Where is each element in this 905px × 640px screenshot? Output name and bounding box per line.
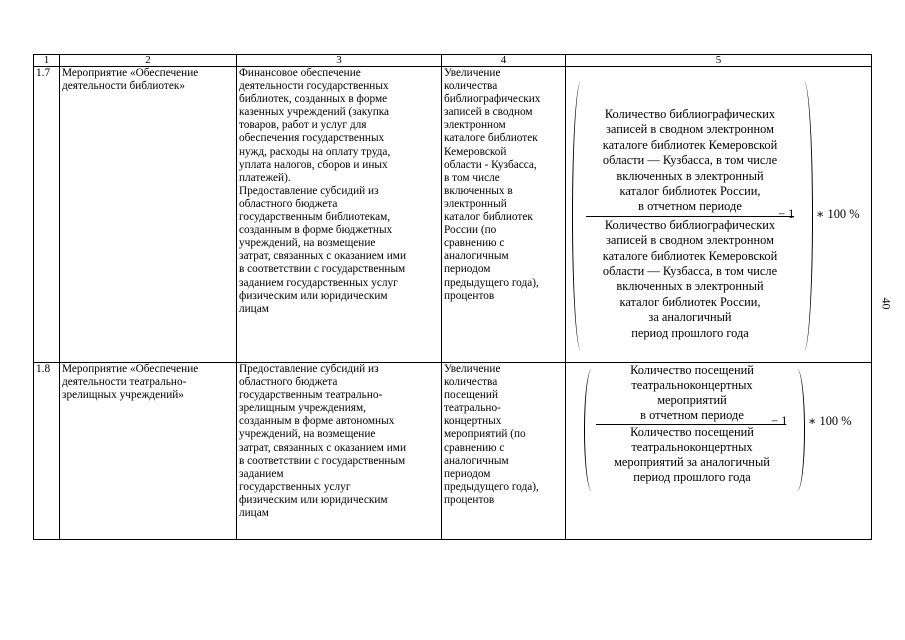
text-line: товаров, работ и услуг для bbox=[239, 119, 367, 132]
text-line: Увеличение bbox=[444, 363, 501, 375]
minus-one: − 1 bbox=[778, 207, 795, 221]
denominator-line: театральноконцертных bbox=[631, 440, 753, 454]
text-line: Предоставление субсидий из bbox=[239, 363, 379, 375]
table-header-row bbox=[34, 55, 872, 67]
denominator-line: записей в сводном электронном bbox=[606, 233, 774, 247]
text-line: лицам bbox=[239, 302, 269, 315]
text-line: каталоге библиотек bbox=[444, 132, 538, 145]
header-col-1: 1 bbox=[34, 55, 60, 67]
text-line: посещений bbox=[444, 389, 498, 402]
text-line: Мероприятие «Обеспечение bbox=[62, 67, 199, 79]
text-line: электронном bbox=[444, 119, 506, 132]
text-line: лицам bbox=[239, 507, 269, 520]
text-line: физическим или юридическим bbox=[239, 289, 388, 302]
text-line: государственных услуг bbox=[239, 480, 351, 493]
numerator-line: в отчетном периоде bbox=[640, 408, 744, 422]
text-line: процентов bbox=[444, 493, 495, 506]
denominator-line: каталоге библиотек Кемеровской bbox=[602, 249, 778, 263]
row-number: 1.8 bbox=[34, 363, 60, 540]
text-line: концертных bbox=[444, 415, 502, 428]
text-line: Мероприятие «Обеспечение bbox=[62, 363, 199, 375]
text-line: платежей). bbox=[239, 171, 291, 184]
header-col-4: 4 bbox=[442, 55, 566, 67]
table-row bbox=[34, 363, 872, 540]
numerator-line: Количество библиографических bbox=[604, 107, 776, 121]
times-percent: ∗ 100 % bbox=[808, 414, 852, 428]
numerator-line: включенных в электронный bbox=[616, 169, 764, 183]
times-percent: ∗ 100 % bbox=[816, 207, 860, 221]
text-line: созданным в форме автономных bbox=[239, 415, 395, 428]
numerator-line: области — Кузбасса, в том числе bbox=[602, 153, 778, 167]
text-line: театрально- bbox=[444, 402, 501, 415]
text-line: государственным библиотекам, bbox=[239, 211, 391, 224]
text-line: учреждений, на возмещение bbox=[239, 428, 376, 441]
header-col-2: 2 bbox=[60, 55, 237, 67]
finance-cell bbox=[237, 67, 442, 363]
text-line: созданным в форме бюджетных bbox=[239, 224, 393, 237]
denominator-line: мероприятий за аналогичный bbox=[614, 455, 770, 469]
denominator-line: Количество посещений bbox=[630, 425, 754, 439]
text-line: электронный bbox=[444, 197, 507, 210]
text-line: предыдущего года), bbox=[444, 480, 539, 493]
text-line: заданием bbox=[239, 467, 284, 480]
text-line: физическим или юридическим bbox=[239, 493, 388, 506]
denominator-line: Количество библиографических bbox=[604, 218, 776, 232]
text-line: деятельности театрально- bbox=[62, 376, 187, 389]
page-number: 40 bbox=[879, 297, 894, 310]
formula-cell bbox=[566, 363, 872, 540]
text-line: аналогичным bbox=[444, 250, 509, 263]
text-line: периодом bbox=[444, 263, 491, 276]
indicator-cell bbox=[442, 67, 566, 363]
text-line: Финансовое обеспечение bbox=[239, 67, 361, 79]
text-line: количества bbox=[444, 80, 498, 93]
text-line: заданием государственных услуг bbox=[239, 276, 398, 289]
numerator-line: театральноконцертных bbox=[631, 378, 753, 392]
minus-one: − 1 bbox=[771, 414, 788, 428]
text-line: уплата налогов, сборов и иных bbox=[239, 158, 388, 171]
text-line: сравнению с bbox=[444, 441, 505, 454]
denominator-line: включенных в электронный bbox=[616, 279, 764, 293]
header-col-5: 5 bbox=[566, 55, 872, 67]
text-line: затрат, связанных с оказанием ими bbox=[239, 250, 407, 263]
formula-cell bbox=[566, 67, 872, 363]
text-line: деятельности библиотек» bbox=[62, 80, 186, 93]
text-line: сравнению с bbox=[444, 237, 505, 250]
denominator-line: период прошлого года bbox=[631, 326, 749, 340]
fraction-bar bbox=[586, 216, 794, 217]
text-line: зрелищным учреждениям, bbox=[239, 402, 366, 415]
text-line: каталог библиотек bbox=[444, 211, 533, 224]
finance-cell bbox=[237, 363, 442, 540]
denominator-line: каталог библиотек России, bbox=[619, 295, 761, 309]
numerator-line: записей в сводном электронном bbox=[606, 122, 774, 136]
text-line: записей в сводном bbox=[444, 106, 533, 119]
table-row bbox=[34, 67, 872, 363]
text-line: процентов bbox=[444, 289, 495, 302]
header-col-3: 3 bbox=[237, 55, 442, 67]
text-line: затрат, связанных с оказанием ими bbox=[239, 441, 407, 454]
text-line: учреждений, на возмещение bbox=[239, 237, 376, 250]
text-line: деятельности государственных bbox=[239, 80, 389, 93]
text-line: Предоставление субсидий из bbox=[239, 184, 379, 197]
text-line: мероприятий (по bbox=[444, 428, 526, 441]
text-line: в соответствии с государственным bbox=[239, 263, 406, 276]
text-line: нужд, расходы на оплату труда, bbox=[239, 145, 391, 158]
row-number: 1.7 bbox=[34, 67, 60, 363]
numerator-line: каталоге библиотек Кемеровской bbox=[602, 138, 778, 152]
text-line: количества bbox=[444, 376, 498, 389]
text-line: библиографических bbox=[444, 93, 541, 106]
indicators-table bbox=[33, 54, 872, 540]
text-line: предыдущего года), bbox=[444, 276, 539, 289]
text-line: в том числе bbox=[444, 171, 500, 184]
numerator-line: мероприятий bbox=[657, 393, 727, 407]
right-paren bbox=[798, 81, 813, 351]
text-line: государственным театрально- bbox=[239, 389, 383, 402]
text-line: областного бюджета bbox=[239, 376, 338, 389]
text-line: зрелищных учреждений» bbox=[62, 389, 184, 402]
event-cell bbox=[60, 67, 237, 363]
denominator-line: за аналогичный bbox=[648, 310, 732, 324]
indicator-cell bbox=[442, 363, 566, 540]
denominator-line: период прошлого года bbox=[633, 470, 751, 484]
denominator-line: области — Кузбасса, в том числе bbox=[602, 264, 778, 278]
numerator-line: Количество посещений bbox=[630, 363, 754, 377]
text-line: периодом bbox=[444, 467, 491, 480]
text-line: библиотек, созданных в форме bbox=[239, 93, 388, 106]
event-cell bbox=[60, 363, 237, 540]
text-line: аналогичным bbox=[444, 454, 509, 467]
text-line: в соответствии с государственным bbox=[239, 454, 406, 467]
text-line: включенных в bbox=[444, 184, 513, 197]
text-line: Кемеровской bbox=[444, 145, 507, 158]
numerator-line: в отчетном периоде bbox=[638, 199, 742, 213]
text-line: казенных учреждений (закупка bbox=[239, 106, 390, 119]
text-line: области - Кузбасса, bbox=[444, 158, 537, 171]
text-line: Увеличение bbox=[444, 67, 501, 79]
numerator-line: каталог библиотек России, bbox=[619, 184, 761, 198]
text-line: областного бюджета bbox=[239, 197, 338, 210]
text-line: обеспечения государственных bbox=[239, 132, 385, 145]
text-line: России (по bbox=[444, 224, 497, 237]
